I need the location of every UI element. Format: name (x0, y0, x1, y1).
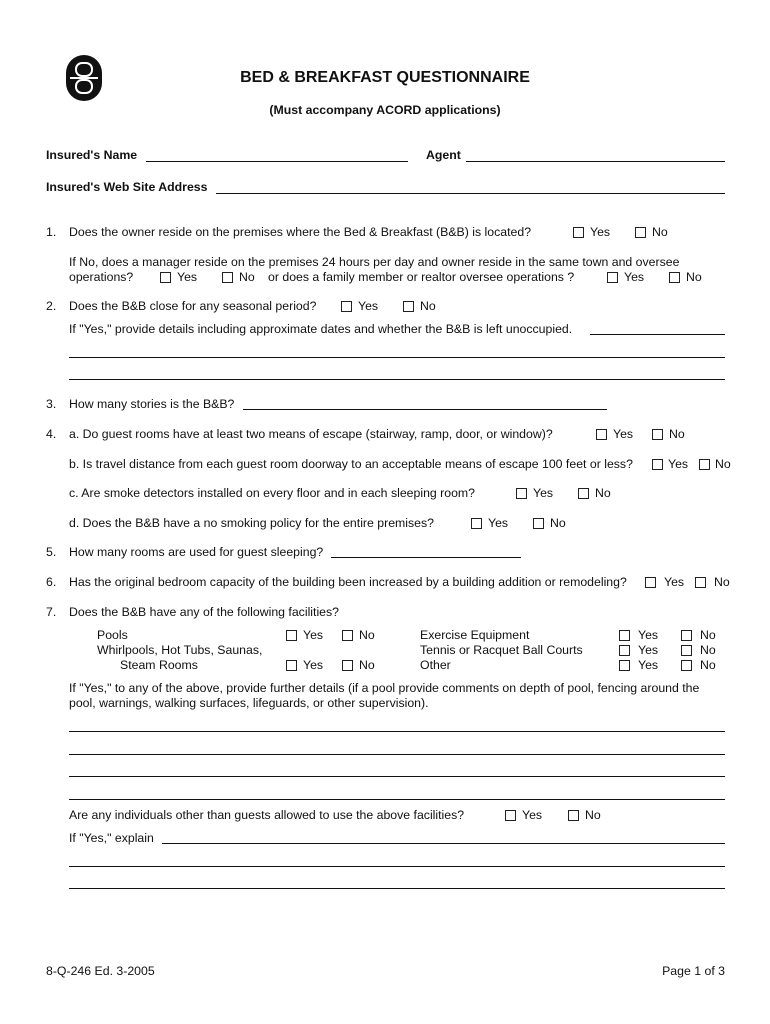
pools-yes[interactable] (286, 628, 323, 643)
q1c-no[interactable] (669, 270, 702, 285)
option-label: Yes (613, 427, 634, 441)
q7-detail-line2: pool, warnings, walking surfaces, lifeguards, or other supervision). (69, 696, 429, 710)
page-title: BED & BREAKFAST QUESTIONNAIRE (240, 69, 530, 86)
q4a-yes[interactable] (596, 427, 633, 442)
q7-text: Does the B&B have any of the following facilities? (69, 605, 340, 619)
q8-yes[interactable] (505, 808, 542, 823)
checkbox-icon[interactable] (652, 429, 663, 440)
page-subtitle: (Must accompany ACORD applications) (269, 103, 501, 117)
q4c-no[interactable] (578, 486, 611, 501)
q8-text: Are any individuals other than guests allowed to use the above facilities? (69, 808, 465, 822)
option-label: Yes (303, 658, 324, 672)
option-label: No (700, 658, 716, 672)
checkbox-icon[interactable] (341, 301, 352, 312)
q1b-yes[interactable] (160, 270, 197, 285)
option-label: No (585, 808, 601, 822)
option-label: Yes (533, 486, 554, 500)
q8-explain-label: If "Yes," explain (69, 831, 154, 845)
q7-details-line[interactable] (69, 799, 725, 800)
q4-number: 4. (46, 427, 57, 441)
checkbox-icon[interactable] (286, 660, 297, 671)
q5-field[interactable] (331, 557, 521, 558)
option-label: Yes (177, 270, 198, 284)
checkbox-icon[interactable] (403, 301, 414, 312)
tennis-yes[interactable] (619, 643, 658, 658)
checkbox-icon[interactable] (505, 810, 516, 821)
option-label: No (359, 628, 375, 642)
whirlpools-no[interactable] (342, 658, 375, 673)
q4d-text: d. Does the B&B have a no smoking policy for the entire premises? (69, 516, 434, 530)
option-label: No (686, 270, 702, 284)
q2-details-field[interactable] (590, 334, 725, 335)
agent-label: Agent (426, 148, 461, 162)
q7-details-line[interactable] (69, 754, 725, 755)
insured-name-label: Insured's Name (46, 148, 138, 162)
checkbox-icon[interactable] (516, 488, 527, 499)
q4a-text: a. Do guest rooms have at least two means of escape (stairway, ramp, door, or window)? (69, 427, 553, 441)
checkbox-icon[interactable] (669, 272, 680, 283)
option-label: Yes (522, 808, 543, 822)
option-label: Yes (664, 575, 685, 589)
q7-details-line[interactable] (69, 776, 725, 777)
checkbox-icon[interactable] (645, 577, 656, 588)
q2-details-line[interactable] (69, 357, 725, 358)
other-yes[interactable] (619, 658, 658, 673)
option-label: No (239, 270, 255, 284)
option-label: Yes (358, 299, 379, 313)
option-label: No (715, 457, 731, 471)
option-label: Yes (488, 516, 509, 530)
page-number: Page 1 of 3 (662, 964, 725, 978)
checkbox-icon[interactable] (619, 645, 630, 656)
q1b-text-line1: If No, does a manager reside on the premises 24 hours per day and owner reside in the same town and oversee (69, 255, 680, 269)
insured-name-field[interactable] (146, 161, 408, 162)
option-label: Yes (668, 457, 689, 471)
q7-number: 7. (46, 605, 57, 619)
facility-pools: Pools (97, 628, 128, 642)
form-id: 8-Q-246 Ed. 3-2005 (46, 964, 155, 978)
q4d-yes[interactable] (471, 516, 508, 531)
checkbox-icon[interactable] (652, 459, 663, 470)
checkbox-icon[interactable] (681, 645, 692, 656)
exercise-yes[interactable] (619, 628, 658, 643)
option-label: Yes (638, 643, 659, 657)
option-label: Yes (638, 658, 659, 672)
checkbox-icon[interactable] (619, 630, 630, 641)
q2-number: 2. (46, 299, 57, 313)
facility-steam: Steam Rooms (120, 658, 198, 672)
option-label: No (652, 225, 668, 239)
option-label: No (550, 516, 566, 530)
other-no[interactable] (681, 658, 716, 673)
q3-field[interactable] (243, 409, 607, 410)
q3-text: How many stories is the B&B? (69, 397, 235, 411)
checkbox-icon[interactable] (160, 272, 171, 283)
q8-explain-line[interactable] (69, 866, 725, 867)
q4d-no[interactable] (533, 516, 566, 531)
q8-explain-field[interactable] (162, 843, 725, 844)
q6-no[interactable] (695, 575, 730, 590)
q2b-text: If "Yes," provide details including approximate dates and whether the B&B is left unoccupied. (69, 322, 573, 336)
pools-no[interactable] (342, 628, 375, 643)
checkbox-icon[interactable] (342, 660, 353, 671)
q8-explain-line[interactable] (69, 888, 725, 889)
q3-number: 3. (46, 397, 57, 411)
option-label: Yes (624, 270, 645, 284)
q8-no[interactable] (568, 808, 601, 823)
checkbox-icon[interactable] (286, 630, 297, 641)
q6-text: Has the original bedroom capacity of the building been increased by a building addition or remodeling? (69, 575, 627, 589)
option-label: No (669, 427, 685, 441)
checkbox-icon[interactable] (578, 488, 589, 499)
checkbox-icon[interactable] (607, 272, 618, 283)
checkbox-icon[interactable] (533, 518, 544, 529)
agent-field[interactable] (466, 161, 725, 162)
q1c-text: or does a family member or realtor oversee operations ? (268, 270, 575, 284)
q2-text: Does the B&B close for any seasonal period? (69, 299, 317, 313)
tennis-no[interactable] (681, 643, 716, 658)
q6-number: 6. (46, 575, 57, 589)
option-label: No (359, 658, 375, 672)
option-label: No (595, 486, 611, 500)
exercise-no[interactable] (681, 628, 716, 643)
option-label: Yes (590, 225, 611, 239)
facility-exercise: Exercise Equipment (420, 628, 530, 642)
q1b-no[interactable] (222, 270, 255, 285)
website-label: Insured's Web Site Address (46, 180, 208, 194)
q4b-yes[interactable] (652, 457, 688, 472)
q1-text: Does the owner reside on the premises where the Bed & Breakfast (B&B) is located? (69, 225, 532, 239)
option-label: No (420, 299, 436, 313)
q4c-text: c. Are smoke detectors installed on every floor and in each sleeping room? (69, 486, 476, 500)
option-label: No (700, 643, 716, 657)
checkbox-icon[interactable] (568, 810, 579, 821)
facility-whirlpools: Whirlpools, Hot Tubs, Saunas, (97, 643, 263, 657)
q2-yes[interactable] (341, 299, 378, 314)
checkbox-icon[interactable] (699, 459, 710, 470)
q5-number: 5. (46, 545, 57, 559)
option-label: No (700, 628, 716, 642)
q4b-no[interactable] (699, 457, 731, 472)
q1-yes[interactable] (573, 225, 610, 240)
facility-other: Other (420, 658, 451, 672)
checkbox-icon[interactable] (596, 429, 607, 440)
checkbox-icon[interactable] (681, 630, 692, 641)
checkbox-icon[interactable] (573, 227, 584, 238)
facility-tennis: Tennis or Racquet Ball Courts (420, 643, 583, 657)
q1b-text-line2: operations? (69, 270, 134, 284)
checkbox-icon[interactable] (342, 630, 353, 641)
option-label: No (714, 575, 730, 589)
checkbox-icon[interactable] (471, 518, 482, 529)
checkbox-icon[interactable] (695, 577, 706, 588)
q2-details-line[interactable] (69, 379, 725, 380)
checkbox-icon[interactable] (222, 272, 233, 283)
q7-detail-line1: If "Yes," to any of the above, provide further details (if a pool provide comments on depth of pool, fencing around the (69, 681, 700, 695)
q1-no[interactable] (635, 225, 668, 240)
checkbox-icon[interactable] (635, 227, 646, 238)
website-field[interactable] (216, 193, 725, 194)
checkbox-icon[interactable] (681, 660, 692, 671)
q1-number: 1. (46, 225, 57, 239)
q4c-yes[interactable] (516, 486, 553, 501)
q4a-no[interactable] (652, 427, 685, 442)
checkbox-icon[interactable] (619, 660, 630, 671)
option-label: Yes (303, 628, 324, 642)
q5-text: How many rooms are used for guest sleeping? (69, 545, 324, 559)
q4b-text: b. Is travel distance from each guest room doorway to an acceptable means of escape 100 feet or less? (69, 457, 633, 471)
q7-details-line[interactable] (69, 731, 725, 732)
q2-no[interactable] (403, 299, 436, 314)
whirlpools-yes[interactable] (286, 658, 323, 673)
option-label: Yes (638, 628, 659, 642)
q6-yes[interactable] (645, 575, 684, 590)
q1c-yes[interactable] (607, 270, 644, 285)
